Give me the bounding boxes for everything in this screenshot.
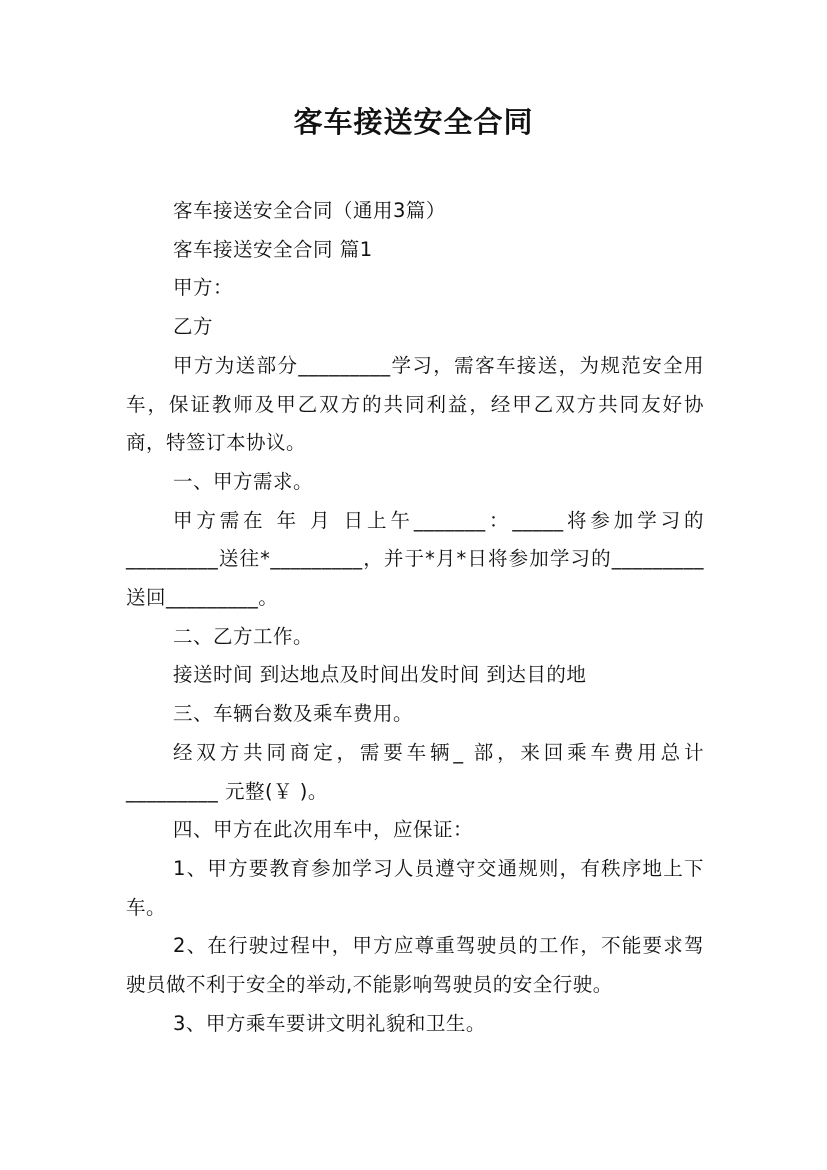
document-body xyxy=(126,192,704,1043)
paragraph-heading-3: 三、车辆台数及乘车费用。 xyxy=(173,702,414,726)
paragraph-party-b: 乙方 xyxy=(173,315,214,339)
paragraph-item-2: 2、在行驶过程中，甲方应尊重驾驶员的工作，不能要求驾驶员做不利于安全的举动,不能影响驾驶员的安全行驶。 xyxy=(126,934,704,997)
paragraph-heading-2: 二、乙方工作。 xyxy=(173,624,314,648)
paragraph-party-a: 甲方： xyxy=(173,276,234,300)
paragraph-heading-1: 一、甲方需求。 xyxy=(173,469,314,493)
paragraph-item-1: 1、甲方要教育参加学习人员遵守交通规则，有秩序地上下车。 xyxy=(126,856,704,919)
paragraph-subtitle: 客车接送安全合同（通用3篇） xyxy=(173,199,446,222)
paragraph-party-a-needs: 甲方需在 年 月 日上午_______：_____将参加学习的_________送往*_________，并于*月*日将参加学习的_________送回_________。 xyxy=(126,508,704,610)
paragraph-schedule-columns: 接送时间 到达地点及时间出发时间 到达目的地 xyxy=(173,663,587,687)
paragraph-section-heading: 客车接送安全合同 篇1 xyxy=(173,237,373,261)
paragraph-heading-4: 四、甲方在此次用车中，应保证： xyxy=(173,818,474,842)
paragraph-preamble: 甲方为送部分_________学习，需客车接送，为规范安全用车，保证教师及甲乙双方的共同利益，经甲乙双方共同友好协商，特签订本协议。 xyxy=(126,353,704,455)
paragraph-fees: 经双方共同商定，需要车辆_ 部，来回乘车费用总计_________ 元整(￥ )。 xyxy=(126,740,704,803)
document-title: 客车接送安全合同 xyxy=(293,105,534,139)
paragraph-item-3: 3、甲方乘车要讲文明礼貌和卫生。 xyxy=(173,1011,486,1035)
